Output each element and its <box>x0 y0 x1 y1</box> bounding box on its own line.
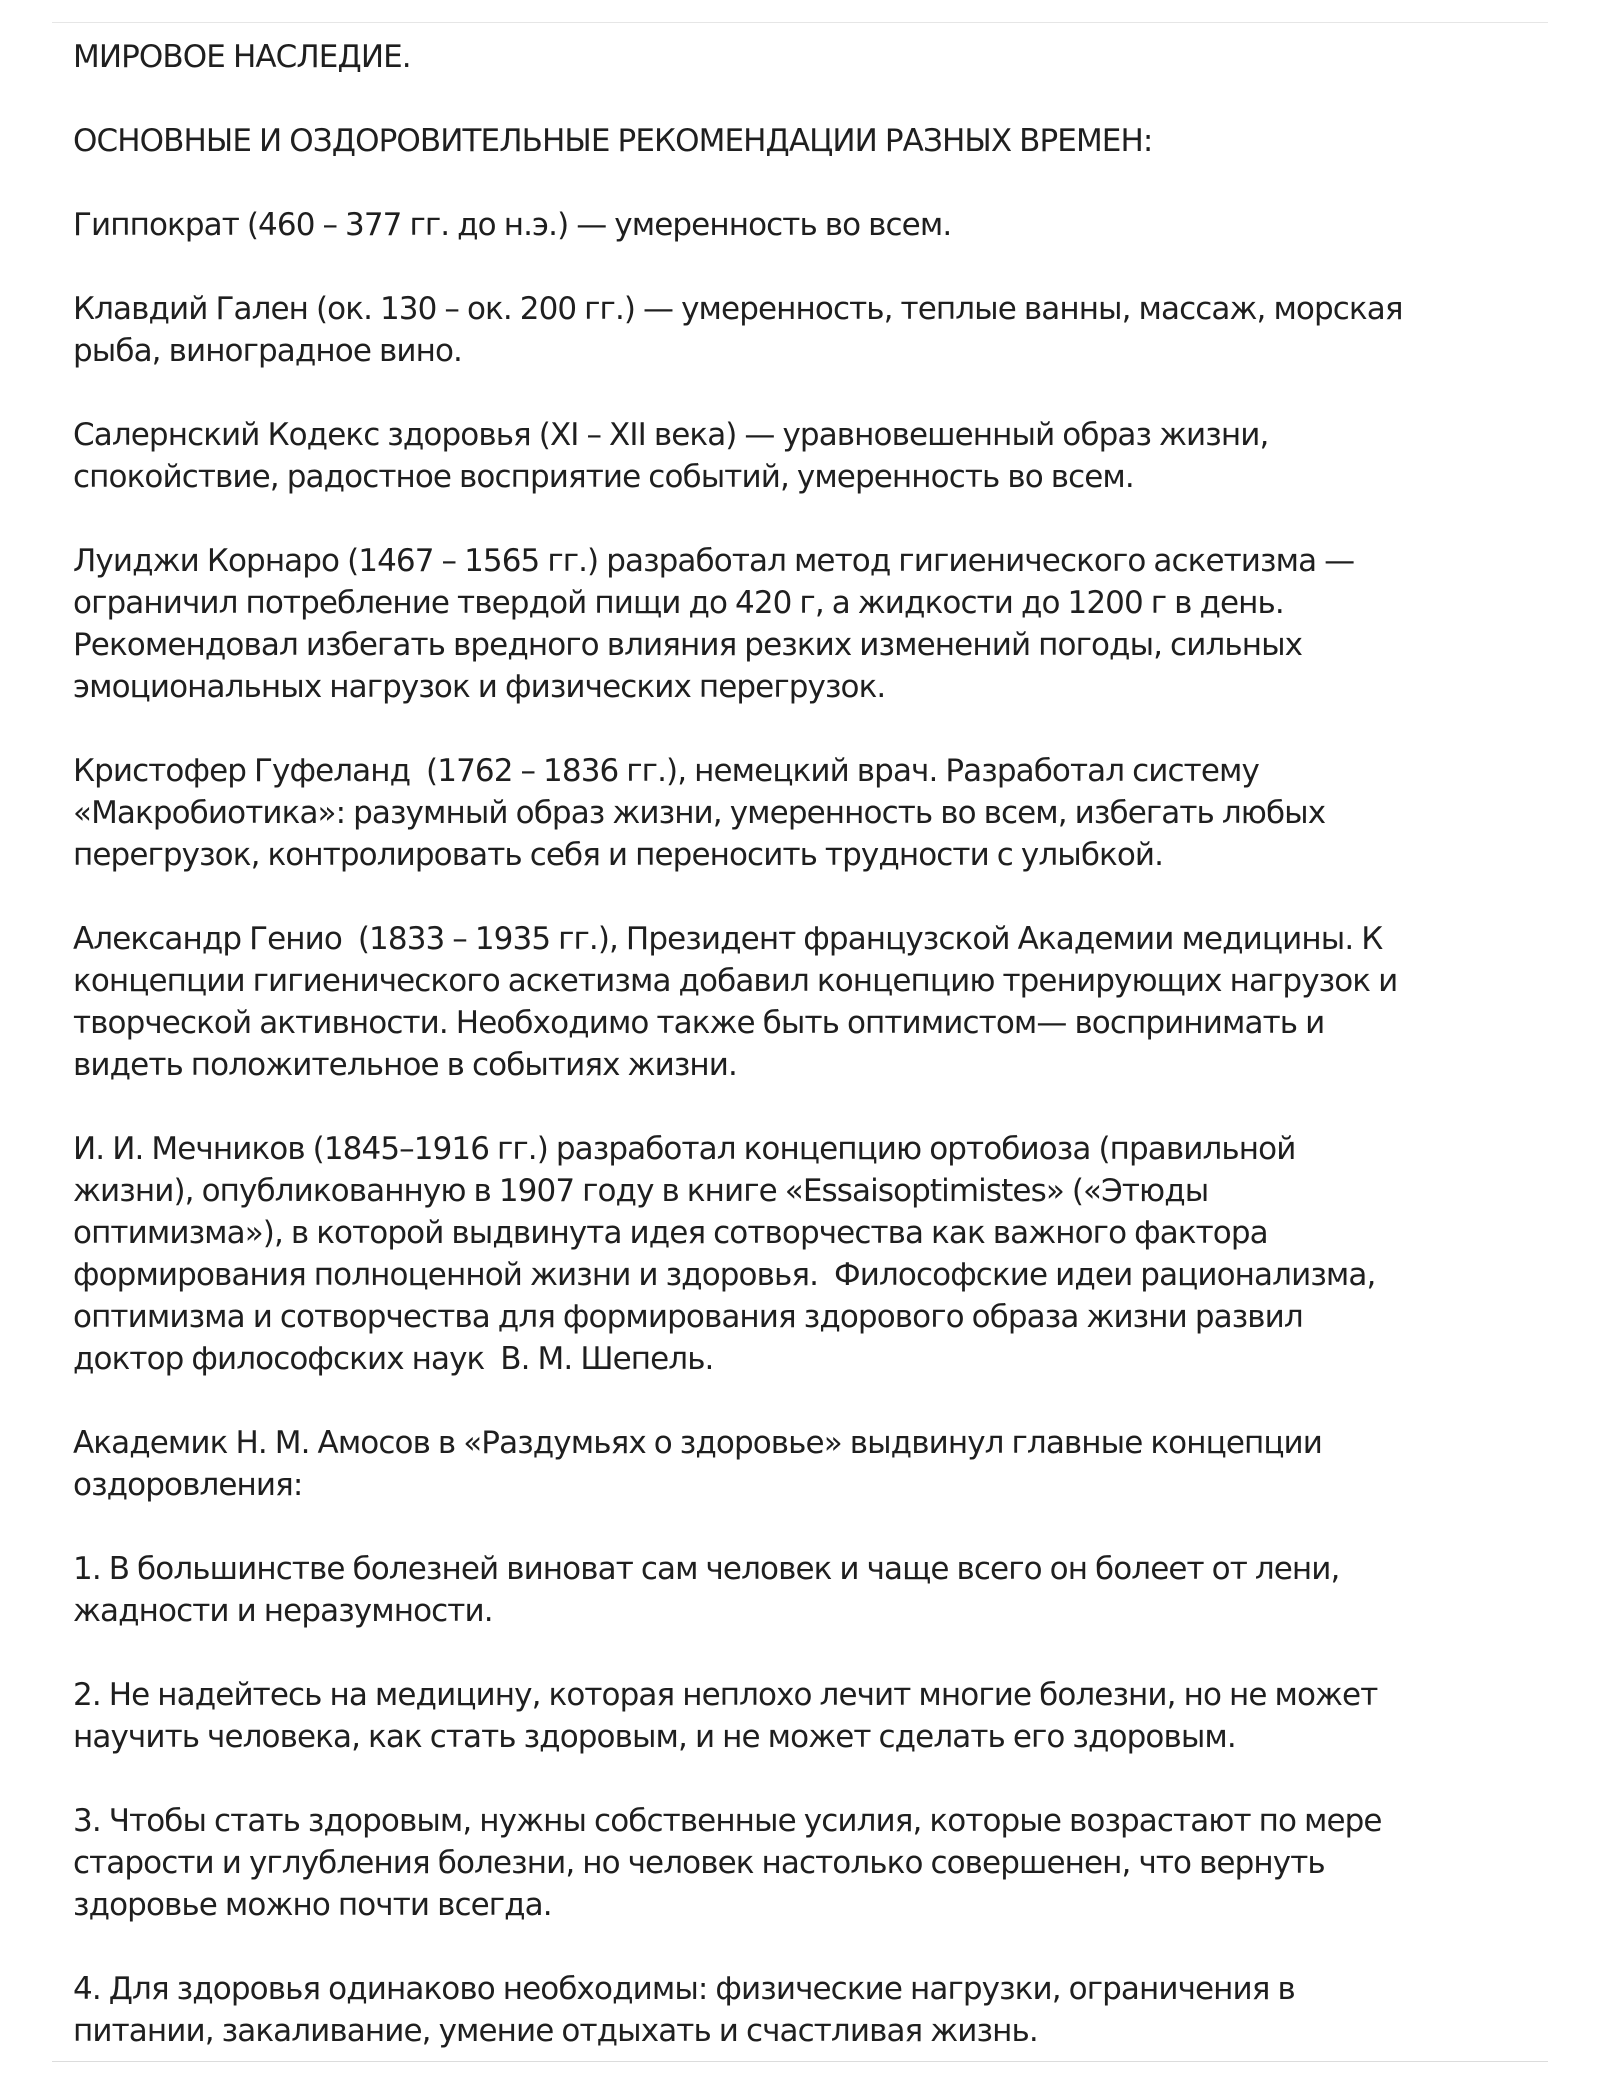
paragraph-cornaro: Луиджи Корнаро (1467 – 1565 гг.) разработал метод гигиенического аскетизма — ограничил потребление твердой пищи до 420 г, а жидкости до 1200 г в день. Рекомендовал избегать вредного влияния резких изменений погоды, сильных эмоциональных нагрузок и физических перегрузок. <box>73 543 1355 705</box>
list-item-4: 4. Для здоровья одинаково необходимы: физические нагрузки, ограничения в питании, закаливание, умение отдыхать и счастливая жизнь. <box>73 1971 1295 2049</box>
document-body <box>73 36 1543 2052</box>
paragraph-amosov: Академик Н. М. Амосов в «Раздумьях о здоровье» выдвинул главные концепции оздоровления: <box>73 1425 1323 1503</box>
list-item-1: 1. В большинстве болезней виноват сам человек и чаще всего он болеет от лени, жадности и неразумности. <box>73 1551 1340 1629</box>
document-title: МИРОВОЕ НАСЛЕДИЕ. <box>73 39 411 75</box>
list-item-2: 2. Не надейтесь на медицину, которая неплохо лечит многие болезни, но не может научить человека, как стать здоровым, и не может сделать его здоровым. <box>73 1677 1378 1755</box>
bottom-divider <box>52 2061 1548 2062</box>
paragraph-hufeland: Кристофер Гуфеланд (1762 – 1836 гг.), немецкий врач. Разработал систему «Макробиотика»: разумный образ жизни, умеренность во всем, избегать любых перегрузок, контролировать себя и переносить трудности с улыбкой. <box>73 753 1326 873</box>
paragraph-mechnikov: И. И. Мечников (1845–1916 гг.) разработал концепцию ортобиоза (правильной жизни), опубликованную в 1907 году в книге «Essaisoptimistes» («Этюды оптимизма»), в которой выдвинута идея сотворчества как важного фактора формирования полноценной жизни и здоровья. Философские идеи рационализма, оптимизма и сотворчества для формирования здорового образа жизни развил доктор философских наук В. М. Шепель. <box>73 1131 1376 1377</box>
top-divider <box>52 22 1548 23</box>
document-subtitle: ОСНОВНЫЕ И ОЗДОРОВИТЕЛЬНЫЕ РЕКОМЕНДАЦИИ РАЗНЫХ ВРЕМЕН: <box>73 123 1153 159</box>
paragraph-salerno-code: Салернский Кодекс здоровья (XI – XII века) — уравновешенный образ жизни, спокойствие, радостное восприятие событий, умеренность во всем. <box>73 417 1269 495</box>
list-item-3: 3. Чтобы стать здоровым, нужны собственные усилия, которые возрастают по мере старости и углубления болезни, но человек настолько совершенен, что вернуть здоровье можно почти всегда. <box>73 1803 1382 1923</box>
paragraph-genio: Александр Генио (1833 – 1935 гг.), Президент французской Академии медицины. К концепции гигиенического аскетизма добавил концепцию тренирующих нагрузок и творческой активности. Необходимо также быть оптимистом— воспринимать и видеть положительное в событиях жизни. <box>73 921 1398 1083</box>
paragraph-galen: Клавдий Гален (ок. 130 – ок. 200 гг.) — умеренность, теплые ванны, массаж, морская рыба, виноградное вино. <box>73 291 1403 369</box>
paragraph-hippocrates: Гиппократ (460 – 377 гг. до н.э.) — умеренность во всем. <box>73 207 952 243</box>
